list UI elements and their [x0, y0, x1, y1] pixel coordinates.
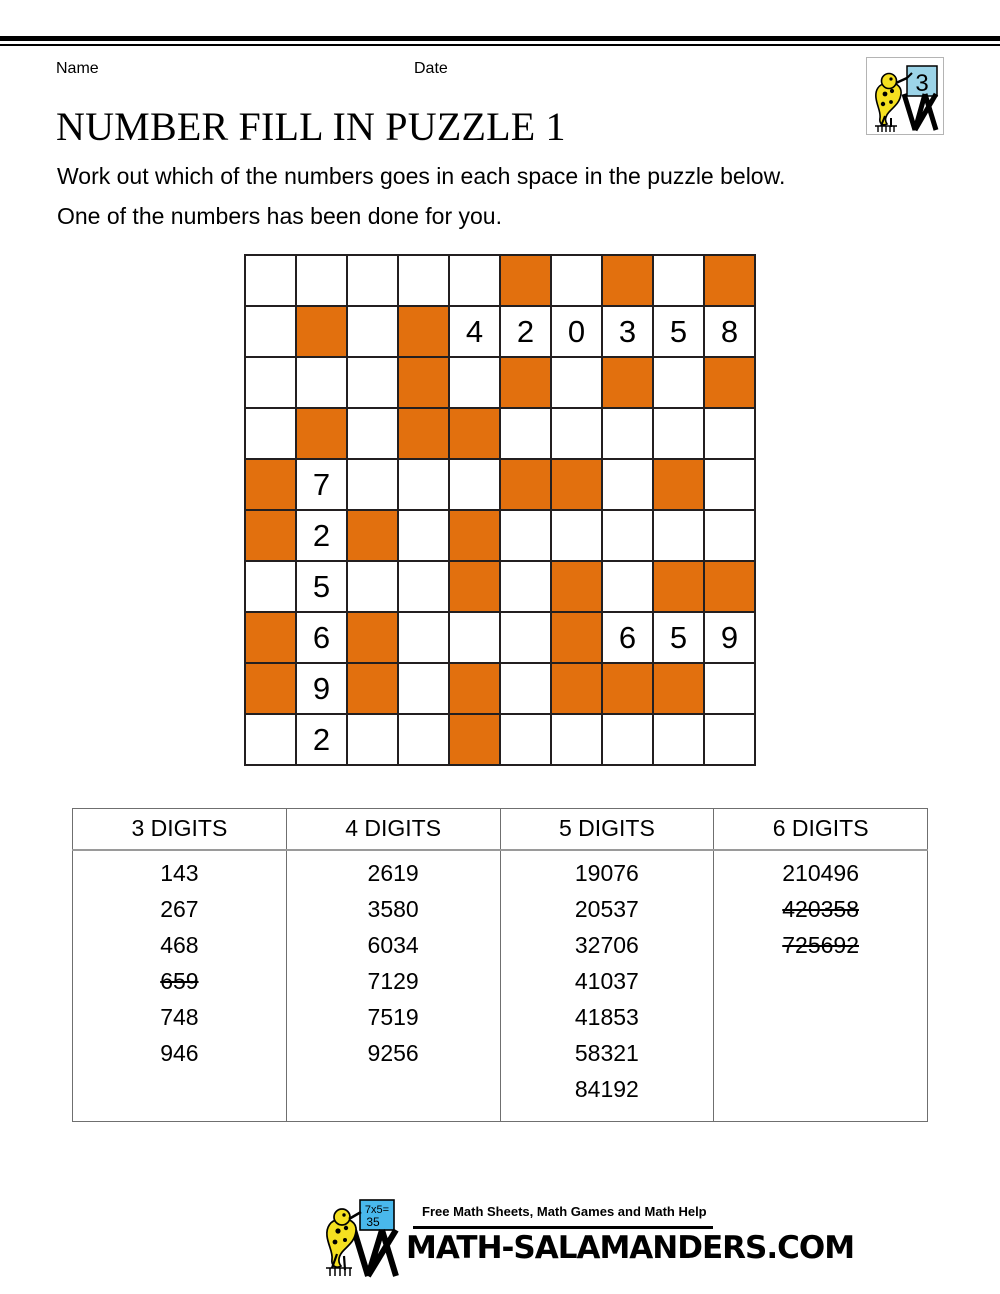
number-column-3-digits	[73, 850, 287, 1122]
puzzle-cell-filled[interactable]: 2	[296, 510, 347, 561]
puzzle-cell-open[interactable]	[449, 459, 500, 510]
puzzle-cell-open[interactable]	[245, 561, 296, 612]
puzzle-cell-open[interactable]	[704, 714, 755, 765]
puzzle-grid-row	[245, 714, 755, 765]
number-entry[interactable]: 143	[160, 860, 199, 886]
column-header-5-digits: 5 DIGITS	[500, 809, 714, 851]
top-rule-thick	[0, 36, 1000, 41]
column-header-4-digits: 4 DIGITS	[286, 809, 500, 851]
footer-rule	[413, 1226, 713, 1229]
number-entry[interactable]: 84192	[574, 1076, 639, 1102]
logo-number: 3	[915, 70, 929, 97]
column-header-3-digits: 3 DIGITS	[73, 809, 287, 851]
puzzle-cell-blocked	[296, 408, 347, 459]
puzzle-cell-blocked	[653, 459, 704, 510]
puzzle-cell-open[interactable]	[245, 255, 296, 306]
puzzle-grid-row	[245, 459, 755, 510]
puzzle-grid-row	[245, 408, 755, 459]
puzzle-cell-open[interactable]	[704, 510, 755, 561]
puzzle-cell-open[interactable]	[653, 714, 704, 765]
puzzle-cell-blocked	[449, 561, 500, 612]
number-entry[interactable]: 748	[160, 1004, 199, 1030]
puzzle-cell-open[interactable]	[653, 357, 704, 408]
puzzle-cell-blocked	[449, 714, 500, 765]
puzzle-cell-blocked	[296, 306, 347, 357]
puzzle-cell-blocked	[347, 612, 398, 663]
name-label: Name	[56, 60, 99, 77]
puzzle-grid[interactable]	[244, 254, 756, 766]
puzzle-cell-blocked	[245, 663, 296, 714]
puzzle-cell-blocked	[602, 663, 653, 714]
puzzle-cell-open[interactable]	[449, 357, 500, 408]
number-entry[interactable]: 7129	[367, 968, 419, 994]
puzzle-cell-open[interactable]	[449, 255, 500, 306]
puzzle-cell-filled[interactable]: 0	[551, 306, 602, 357]
number-list-row	[73, 850, 928, 1122]
puzzle-cell-blocked	[500, 255, 551, 306]
number-entry[interactable]: 946	[160, 1040, 199, 1066]
puzzle-cell-blocked	[449, 663, 500, 714]
puzzle-cell-open[interactable]	[398, 714, 449, 765]
puzzle-cell-filled[interactable]: 8	[704, 306, 755, 357]
number-entry[interactable]: 58321	[574, 1040, 639, 1066]
puzzle-cell-open[interactable]	[602, 561, 653, 612]
puzzle-cell-blocked	[551, 561, 602, 612]
puzzle-cell-blocked	[602, 255, 653, 306]
number-entry[interactable]: 19076	[574, 860, 639, 886]
number-list-body	[73, 850, 928, 1122]
puzzle-cell-blocked	[500, 357, 551, 408]
puzzle-cell-open[interactable]	[347, 255, 398, 306]
puzzle-cell-blocked	[245, 612, 296, 663]
puzzle-cell-filled[interactable]: 5	[296, 561, 347, 612]
number-entry[interactable]: 3580	[367, 896, 419, 922]
puzzle-cell-open[interactable]	[347, 408, 398, 459]
number-column-6-digits	[714, 850, 928, 1122]
puzzle-grid-row	[245, 663, 755, 714]
puzzle-cell-open[interactable]	[398, 255, 449, 306]
instruction-line-1: Work out which of the numbers goes in each space in the puzzle below.	[57, 163, 786, 189]
puzzle-grid-row	[245, 357, 755, 408]
puzzle-cell-open[interactable]	[602, 408, 653, 459]
puzzle-grid-row	[245, 306, 755, 357]
puzzle-cell-open[interactable]	[653, 255, 704, 306]
puzzle-cell-open[interactable]	[296, 357, 347, 408]
puzzle-cell-open[interactable]	[296, 255, 347, 306]
number-entry[interactable]: 32706	[574, 932, 639, 958]
number-entry[interactable]: 9256	[367, 1040, 419, 1066]
number-column-4-digits	[286, 850, 500, 1122]
puzzle-cell-open[interactable]	[500, 663, 551, 714]
puzzle-cell-filled[interactable]: 6	[602, 612, 653, 663]
puzzle-cell-blocked	[704, 357, 755, 408]
puzzle-cell-blocked	[245, 510, 296, 561]
puzzle-cell-open[interactable]	[500, 714, 551, 765]
number-entry[interactable]: 2619	[367, 860, 419, 886]
footer	[0, 1196, 1000, 1286]
puzzle-cell-filled[interactable]: 2	[500, 306, 551, 357]
puzzle-cell-blocked	[551, 459, 602, 510]
puzzle-cell-blocked	[398, 306, 449, 357]
number-list-head	[73, 809, 928, 851]
puzzle-cell-open[interactable]	[347, 459, 398, 510]
number-entry[interactable]: 267	[160, 896, 199, 922]
puzzle-cell-open[interactable]	[245, 357, 296, 408]
puzzle-cell-blocked	[551, 612, 602, 663]
puzzle-grid-row	[245, 510, 755, 561]
puzzle-cell-open[interactable]	[551, 714, 602, 765]
puzzle-cell-blocked	[602, 357, 653, 408]
column-header-6-digits: 6 DIGITS	[714, 809, 928, 851]
puzzle-cell-open[interactable]	[602, 510, 653, 561]
puzzle-cell-open[interactable]	[500, 510, 551, 561]
number-entry[interactable]: 41853	[574, 1004, 639, 1030]
puzzle-cell-open[interactable]	[551, 510, 602, 561]
number-entry[interactable]: 210496	[782, 860, 859, 886]
puzzle-cell-filled[interactable]: 5	[653, 612, 704, 663]
puzzle-cell-blocked	[449, 510, 500, 561]
puzzle-grid-row	[245, 612, 755, 663]
puzzle-cell-open[interactable]	[551, 408, 602, 459]
puzzle-cell-blocked	[551, 663, 602, 714]
puzzle-cell-filled[interactable]: 5	[653, 306, 704, 357]
footer-tagline: Free Math Sheets, Math Games and Math Help	[422, 1204, 707, 1219]
puzzle-cell-open[interactable]	[398, 612, 449, 663]
puzzle-cell-open[interactable]	[704, 663, 755, 714]
puzzle-cell-blocked	[347, 510, 398, 561]
puzzle-cell-open[interactable]	[398, 663, 449, 714]
puzzle-cell-filled[interactable]: 3	[602, 306, 653, 357]
date-label: Date	[414, 60, 448, 77]
puzzle-cell-filled[interactable]: 6	[296, 612, 347, 663]
puzzle-cell-open[interactable]	[500, 561, 551, 612]
puzzle-cell-blocked	[704, 561, 755, 612]
puzzle-cell-open[interactable]	[704, 459, 755, 510]
number-entry[interactable]: 468	[160, 932, 199, 958]
puzzle-cell-filled[interactable]: 9	[704, 612, 755, 663]
puzzle-cell-open[interactable]	[653, 510, 704, 561]
number-entry-used[interactable]: 725692	[782, 932, 859, 958]
number-entry[interactable]: 6034	[367, 932, 419, 958]
puzzle-cell-open[interactable]	[551, 255, 602, 306]
puzzle-grid-row	[245, 561, 755, 612]
puzzle-cell-open[interactable]	[398, 561, 449, 612]
puzzle-cell-filled[interactable]: 4	[449, 306, 500, 357]
number-entry[interactable]: 20537	[574, 896, 639, 922]
footer-inner	[318, 1196, 855, 1286]
puzzle-cell-blocked	[500, 459, 551, 510]
puzzle-cell-open[interactable]	[347, 561, 398, 612]
number-list-header-row	[73, 809, 928, 851]
instruction-line-2: One of the numbers has been done for you.	[57, 203, 502, 229]
page-title: NUMBER FILL IN PUZZLE 1	[56, 104, 566, 149]
puzzle-cell-open[interactable]	[398, 510, 449, 561]
puzzle-cell-blocked	[704, 255, 755, 306]
puzzle-cell-open[interactable]	[347, 714, 398, 765]
footer-logo-text-top: 7x5=	[364, 1204, 390, 1216]
puzzle-cell-open[interactable]	[245, 408, 296, 459]
puzzle-grid-row	[245, 255, 755, 306]
puzzle-grid-body	[245, 255, 755, 765]
puzzle-cell-blocked	[398, 408, 449, 459]
header-salamander-logo	[866, 57, 944, 135]
puzzle-cell-open[interactable]	[245, 714, 296, 765]
puzzle-cell-open[interactable]	[398, 459, 449, 510]
number-list-table	[72, 808, 928, 1122]
puzzle-cell-open[interactable]	[500, 612, 551, 663]
puzzle-cell-blocked	[449, 408, 500, 459]
puzzle-cell-open[interactable]	[347, 357, 398, 408]
puzzle-cell-blocked	[653, 663, 704, 714]
number-entry[interactable]: 41037	[574, 968, 639, 994]
number-entry-used[interactable]: 659	[160, 968, 199, 994]
puzzle-cell-blocked	[653, 561, 704, 612]
number-entry[interactable]: 7519	[367, 1004, 419, 1030]
number-column-5-digits	[500, 850, 714, 1122]
salamander-easel-icon	[867, 58, 943, 134]
puzzle-cell-open[interactable]	[602, 714, 653, 765]
puzzle-cell-blocked	[245, 459, 296, 510]
puzzle-cell-open[interactable]	[602, 459, 653, 510]
puzzle-cell-filled[interactable]: 9	[296, 663, 347, 714]
footer-brand: MATH-SALAMANDERS.COM	[406, 1230, 855, 1266]
puzzle-cell-open[interactable]	[245, 306, 296, 357]
number-entry-used[interactable]: 420358	[782, 896, 859, 922]
puzzle-cell-open[interactable]	[500, 408, 551, 459]
puzzle-cell-open[interactable]	[347, 306, 398, 357]
puzzle-cell-filled[interactable]: 7	[296, 459, 347, 510]
puzzle-cell-open[interactable]	[704, 408, 755, 459]
puzzle-cell-blocked	[398, 357, 449, 408]
puzzle-cell-blocked	[347, 663, 398, 714]
top-rule-thin	[0, 44, 1000, 46]
footer-logo-text-bottom: 35	[366, 1215, 380, 1229]
puzzle-cell-open[interactable]	[653, 408, 704, 459]
puzzle-cell-filled[interactable]: 2	[296, 714, 347, 765]
puzzle-cell-open[interactable]	[449, 612, 500, 663]
puzzle-cell-open[interactable]	[551, 357, 602, 408]
